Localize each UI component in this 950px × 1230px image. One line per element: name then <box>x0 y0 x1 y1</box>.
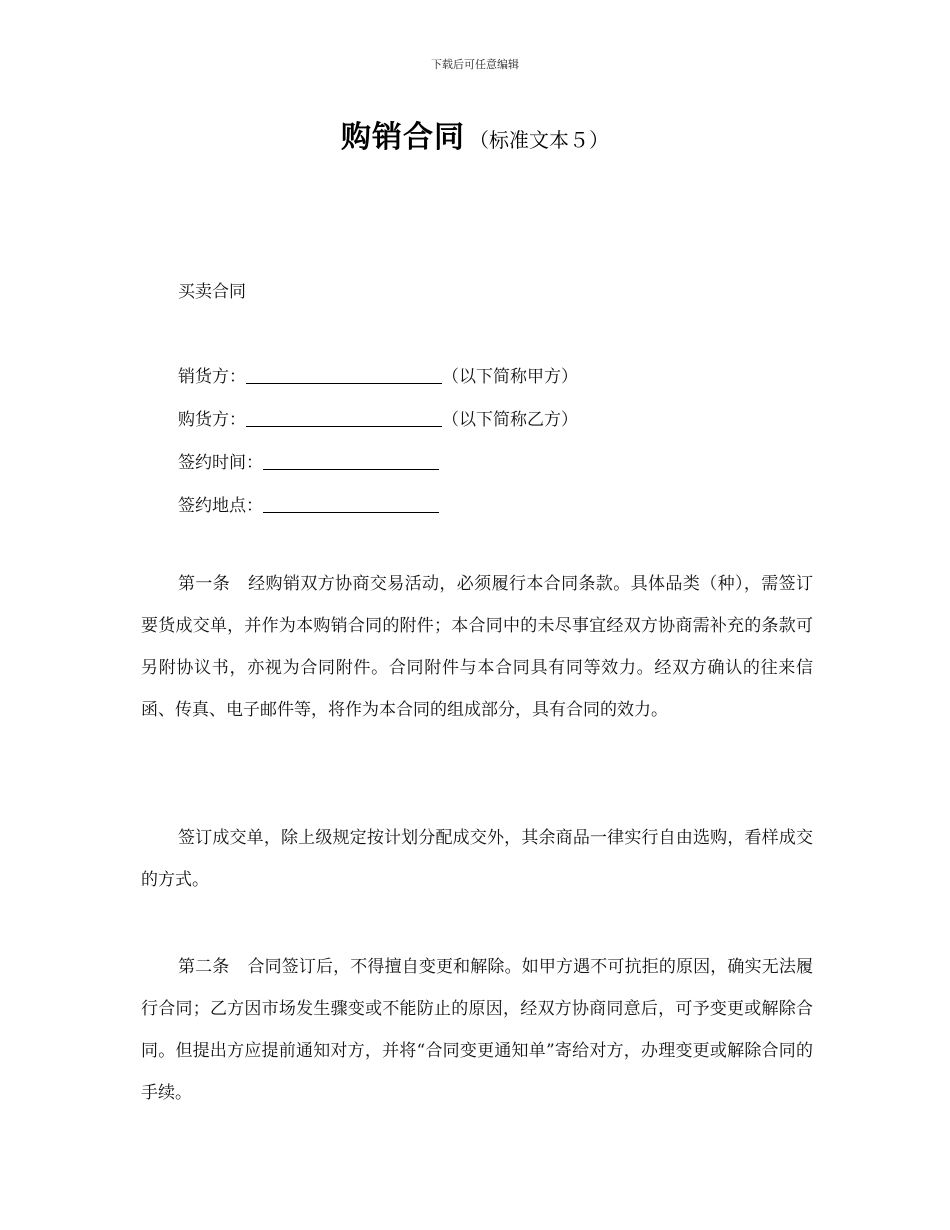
article-2-text: 合同签订后，不得擅自变更和解除。如甲方遇不可抗拒的原因，确实无法履行合同；乙方因市场发生骤变或不能防止的原因，经双方协商同意后，可予变更或解除合同。但提出方应提前通知对方，并将“合同变更通知单”寄给对方，办理变更或解除合同的手续。 <box>141 957 814 1103</box>
seller-label: 销货方： <box>178 367 246 387</box>
signing-place-blank <box>263 494 439 513</box>
document-title <box>0 112 950 156</box>
header-note: 下载后可任意编辑 <box>431 58 519 71</box>
signing-time-label: 签约时间： <box>178 453 263 473</box>
signing-time-line <box>178 448 439 473</box>
buyer-note: （以下简称乙方） <box>442 410 578 430</box>
seller-line <box>178 362 578 387</box>
paragraph-2: 签订成交单，除上级规定按计划分配成交外，其余商品一律实行自由选购，看样成交的方式。 <box>141 828 813 890</box>
signing-time-blank <box>263 451 439 470</box>
signing-place-line <box>178 491 439 516</box>
article-1-text: 经购销双方协商交易活动，必须履行本合同条款。具体品类（种），需签订要货成交单，并作为本购销合同的附件；本合同中的未尽事宜经双方协商需补充的条款可另附协议书，亦视为合同附件。合同附件与本合同具有同等效力。经双方确认的往来信函、传真、电子邮件等，将作为本合同的组成部分，具有合同的效力。 <box>141 574 814 720</box>
article-1-paragraph <box>141 563 813 731</box>
title-sub: （标准文本５） <box>469 128 609 152</box>
signing-place-label: 签约地点： <box>178 496 263 516</box>
seller-blank <box>246 365 442 384</box>
title-main: 购销合同 <box>341 120 465 155</box>
article-2-number: 第二条 <box>178 957 230 977</box>
buyer-line <box>178 405 578 430</box>
buyer-label: 购货方： <box>178 410 246 430</box>
seller-note: （以下简称甲方） <box>442 367 578 387</box>
article-2-paragraph <box>141 946 813 1114</box>
buyer-blank <box>246 408 442 427</box>
article-1-number: 第一条 <box>178 574 231 594</box>
section-heading: 买卖合同 <box>178 282 246 302</box>
